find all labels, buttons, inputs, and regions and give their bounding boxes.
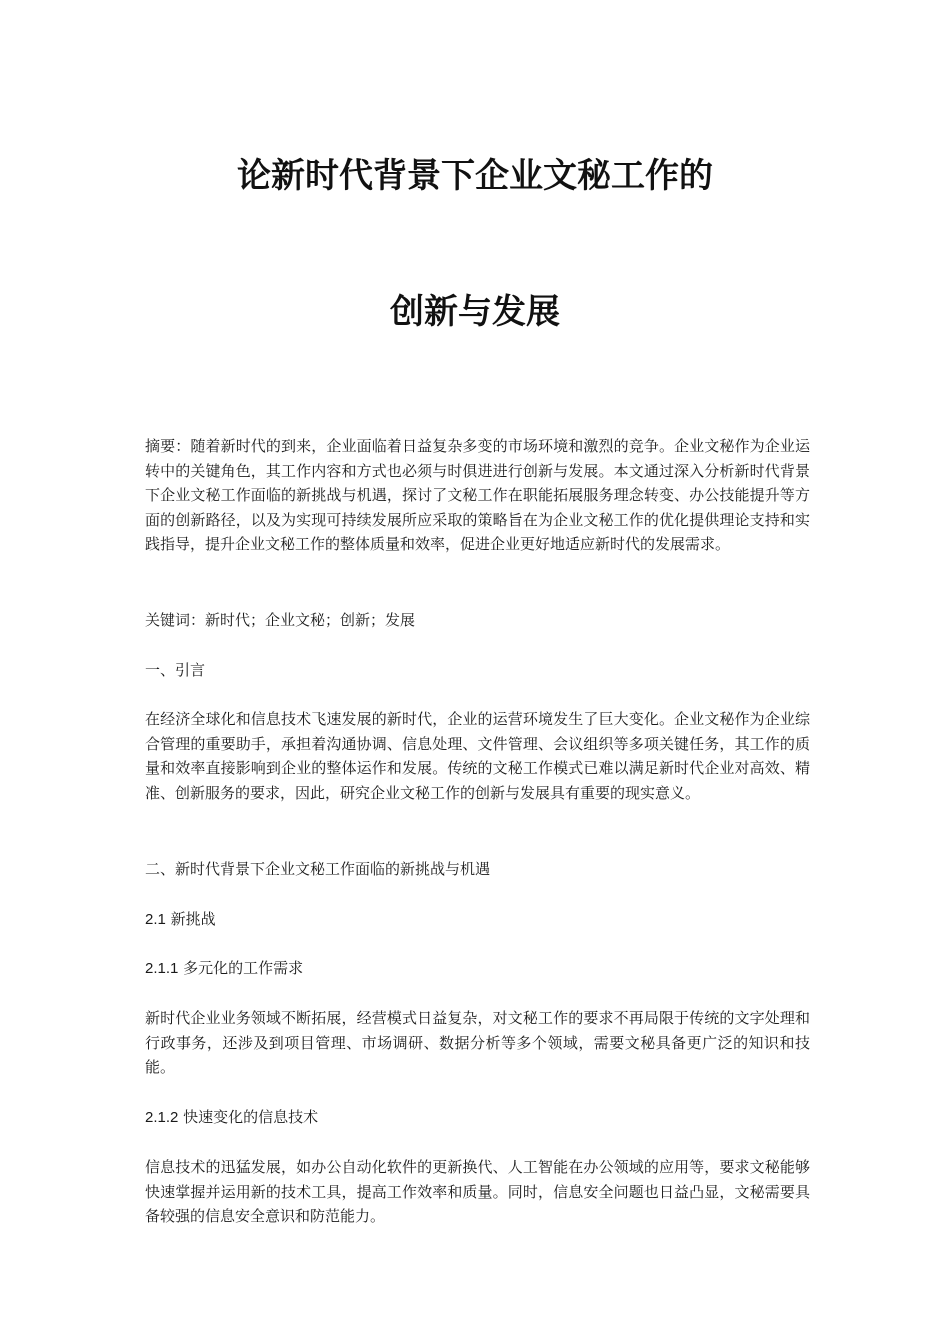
- abstract-paragraph: 摘要：随着新时代的到来，企业面临着日益复杂多变的市场环境和激烈的竞争。企业文秘作为企业运转中的关键角色，其工作内容和方式也必须与时俱进进行创新与发展。本文通过深入分析新时代背景下企业文秘工作面临的新挑战与机遇，探讨了文秘工作在职能拓展服务理念转变、办公技能提升等方面的创新路径，以及为实现可持续发展所应采取的策略旨在为企业文秘工作的优化提供理论支持和实践指导，提升企业文秘工作的整体质量和效率，促进企业更好地适应新时代的发展需求。: [145, 437, 810, 553]
- keywords-line: 关键词：新时代；企业文秘；创新；发展: [145, 611, 416, 629]
- section-2-1-2-heading: [145, 1105, 810, 1130]
- section-1-heading: 一、引言: [145, 661, 206, 679]
- section-2-1-heading: [145, 907, 810, 932]
- section-2-1-2-number: 2.1.2: [145, 1109, 179, 1126]
- section-2-1-1-number: 2.1.1: [145, 960, 179, 977]
- section-2-1-1-heading: [145, 956, 810, 981]
- section-1-paragraph: 在经济全球化和信息技术飞速发展的新时代，企业的运营环境发生了巨大变化。企业文秘作为企业综合管理的重要助手，承担着沟通协调、信息处理、文件管理、会议组织等多项关键任务，其工作的质量和效率直接影响到企业的整体运作和发展。传统的文秘工作模式已难以满足新时代企业对高效、精准、创新服务的要求，因此，研究企业文秘工作的创新与发展具有重要的现实意义。: [145, 710, 810, 802]
- section-2-1-number: 2.1: [145, 911, 166, 928]
- document-title-line-1: 论新时代背景下企业文秘工作的: [237, 156, 713, 196]
- section-2-1-2-paragraph: 信息技术的迅猛发展，如办公自动化软件的更新换代、人工智能在办公领域的应用等，要求文秘能够快速掌握并运用新的技术工具，提高工作效率和质量。同时，信息安全问题也日益凸显，文秘需要具备较强的信息安全意识和防范能力。: [145, 1158, 810, 1225]
- document-title-line-2: 创新与发展: [390, 292, 560, 332]
- section-2-heading: 二、新时代背景下企业文秘工作面临的新挑战与机遇: [145, 860, 491, 878]
- section-2-1-2-title: 快速变化的信息技术: [183, 1108, 319, 1126]
- section-2-1-1-paragraph: 新时代企业业务领域不断拓展，经营模式日益复杂，对文秘工作的要求不再局限于传统的文字处理和行政事务，还涉及到项目管理、市场调研、数据分析等多个领域，需要文秘具备更广泛的知识和技能。: [145, 1009, 810, 1076]
- section-2-1-title: 新挑战: [170, 910, 216, 928]
- section-2-1-1-title: 多元化的工作需求: [183, 959, 304, 977]
